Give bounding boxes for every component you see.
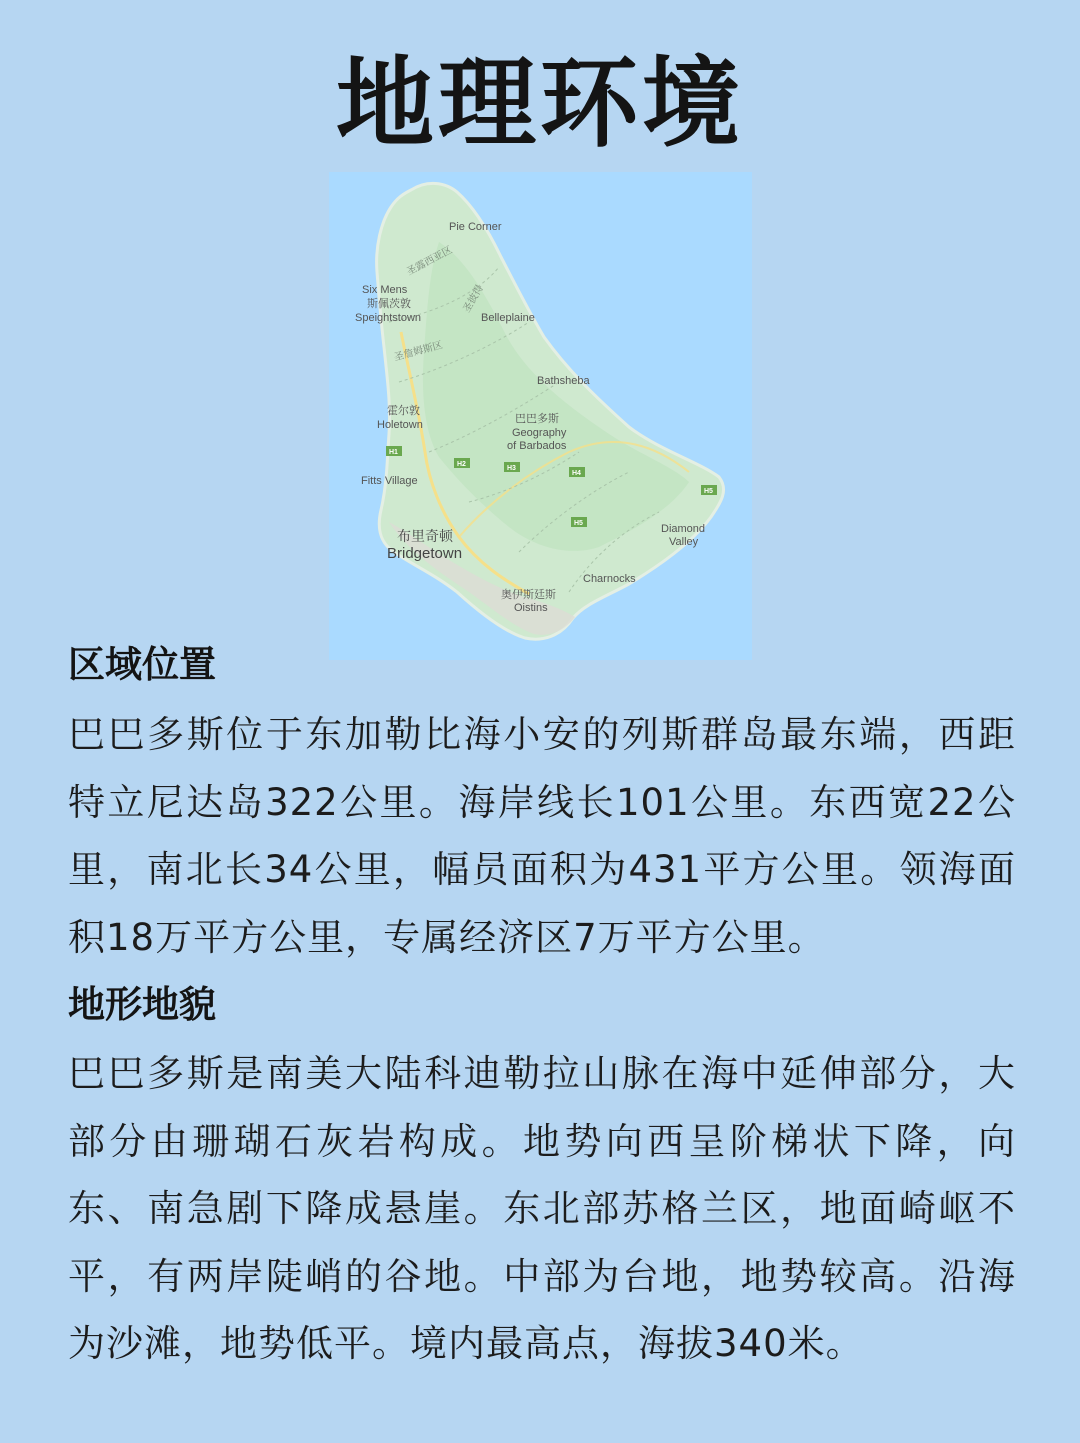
highway-label-h2: H2 — [457, 461, 466, 468]
label-fitts-village: Fitts Village — [361, 475, 418, 487]
label-six-mens: Six Mens — [362, 284, 408, 296]
label-oistins-cn: 奥伊斯廷斯 — [501, 589, 556, 601]
label-pie-corner: Pie Corner — [449, 221, 502, 233]
section-body-location: 巴巴多斯位于东加勒比海小安的列斯群岛最东端，西距特立尼达岛322公里。海岸线长101公里。东西宽22公里，南北长34公里，幅员面积为431平方公里。领海面积18万平方公里，专属经济区7万平方公里。 — [68, 713, 1016, 959]
highway-label-h5: H5 — [704, 488, 713, 495]
label-speightstown-cn: 斯佩茨敦 — [367, 298, 411, 310]
section-heading-terrain: 地形地貌 — [68, 983, 216, 1026]
section-heading-location: 区域位置 — [68, 643, 216, 686]
highway-label-h1: H1 — [389, 449, 398, 456]
label-of-barbados: of Barbados — [507, 440, 567, 452]
highway-label-h4: H4 — [572, 470, 581, 477]
barbados-map — [329, 172, 752, 660]
label-bridgetown-cn: 布里奇顿 — [397, 528, 453, 544]
label-bathsheba: Bathsheba — [537, 375, 590, 387]
label-diamond: Diamond — [661, 523, 706, 535]
label-holetown: Holetown — [377, 419, 423, 431]
label-oistins: Oistins — [514, 602, 548, 614]
label-st-james: 圣詹姆斯区 — [392, 339, 444, 364]
label-belleplaine: Belleplaine — [481, 312, 535, 324]
highway-label-h3: H3 — [507, 465, 516, 472]
label-valley: Valley — [669, 536, 699, 548]
label-bridgetown: Bridgetown — [387, 545, 463, 562]
label-speightstown: Speightstown — [355, 312, 422, 324]
label-holetown-cn: 霍尔敦 — [387, 405, 420, 417]
label-charnocks: Charnocks — [583, 573, 636, 585]
label-geography: Geography — [512, 427, 567, 439]
highway-label-h5b: H5 — [574, 520, 583, 527]
page-title: 地理环境 — [335, 47, 744, 161]
label-st-peter: 圣彼得 — [461, 283, 486, 315]
label-barbados-cn: 巴巴多斯 — [515, 413, 559, 425]
label-st-lucy: 圣露西亚区 — [405, 244, 455, 278]
section-body-terrain: 巴巴多斯是南美大陆科迪勒拉山脉在海中延伸部分，大部分由珊瑚石灰岩构成。地势向西呈阶梯状下降，向东、南急剧下降成悬崖。东北部苏格兰区，地面崎岖不平，有两岸陡峭的谷地。中部为台地，地势较高。沿海为沙滩，地势低平。境内最高点，海拔340米。 — [68, 1052, 1016, 1365]
map-image — [329, 172, 752, 660]
